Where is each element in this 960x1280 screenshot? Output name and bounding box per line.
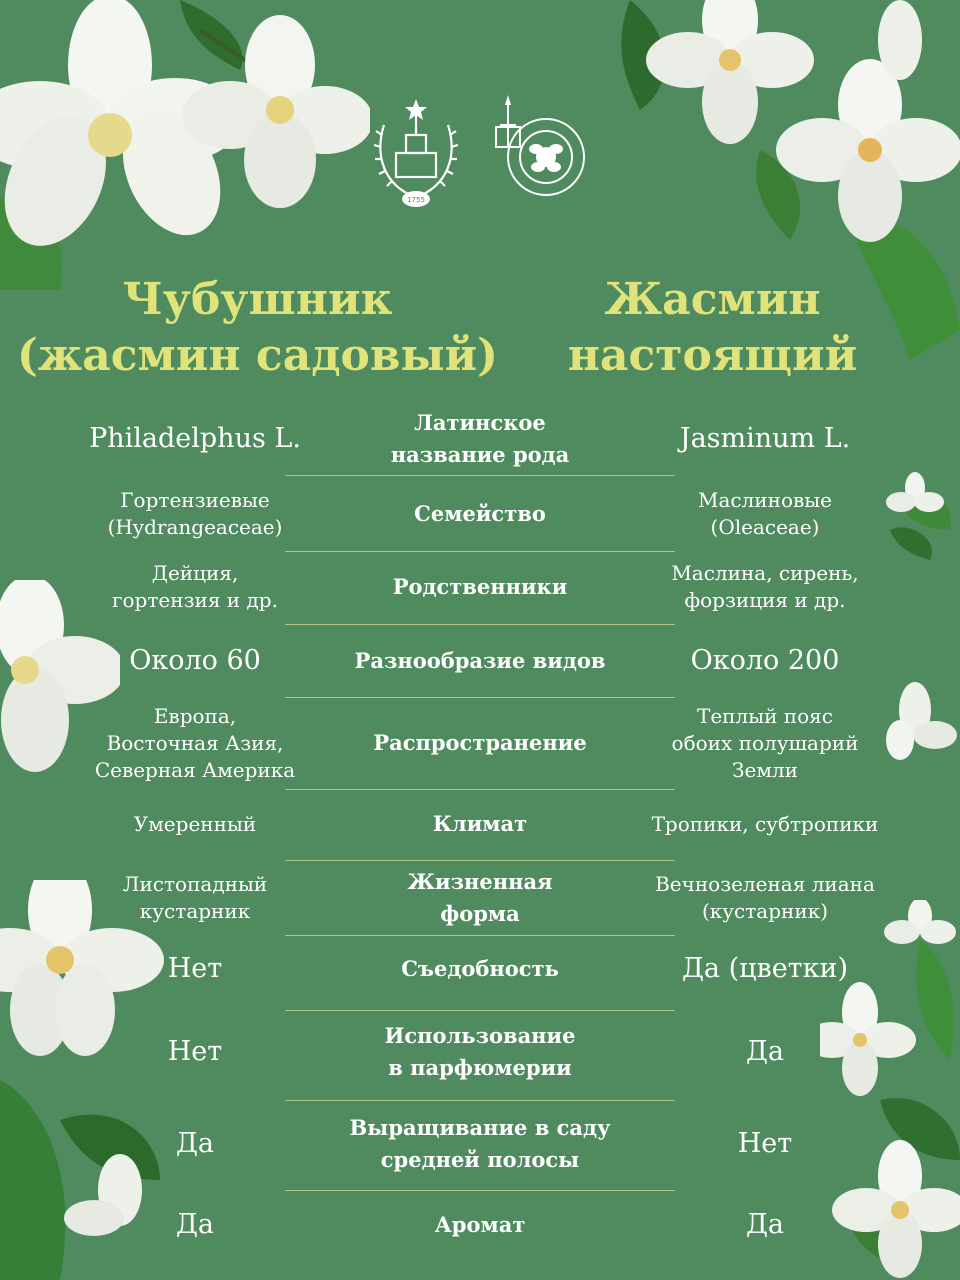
row-label: Съедобность <box>401 956 559 981</box>
label-line: средней полосы <box>380 1147 580 1172</box>
label-line: Выращивание в саду <box>349 1115 611 1140</box>
left-value: Нет <box>167 1036 223 1067</box>
left-value <box>112 560 278 614</box>
msu-emblem <box>370 95 462 215</box>
right-value: Да <box>745 1036 785 1067</box>
row-label: Распространение <box>373 730 587 755</box>
value-line: Дейция, <box>151 561 239 585</box>
row-label: Родственники <box>392 574 568 599</box>
value-line: (кустарник) <box>701 899 828 923</box>
right-value: Нет <box>737 1128 793 1159</box>
label-line: Латинское <box>414 410 546 435</box>
value-line: Земли <box>732 757 798 782</box>
right-value <box>655 871 875 925</box>
row-divider <box>285 860 675 861</box>
row-latin-name <box>0 404 960 474</box>
row-growing <box>0 1102 960 1186</box>
left-value <box>108 487 283 541</box>
right-value: Около 200 <box>690 645 840 676</box>
row-label <box>391 407 570 471</box>
value-line: Северная Америка <box>94 757 296 782</box>
row-label: Климат <box>432 811 528 836</box>
left-value: Да <box>175 1209 215 1240</box>
row-label: Разнообразие видов <box>354 648 606 673</box>
label-line: Использование <box>384 1023 576 1048</box>
row-divider <box>285 1010 675 1011</box>
value-line: Вечнозеленая лиана <box>655 872 875 896</box>
right-value: Jasminum L. <box>679 423 851 454</box>
title-left-line2: (жасмин садовый) <box>16 330 499 381</box>
label-line: название рода <box>390 442 570 467</box>
row-aroma <box>0 1192 960 1258</box>
row-label: Семейство <box>414 501 546 526</box>
right-value <box>698 487 832 541</box>
value-line: форзиция и др. <box>684 588 846 612</box>
row-life-form <box>0 862 960 934</box>
label-line: в парфюмерии <box>388 1055 572 1080</box>
row-climate <box>0 790 960 858</box>
left-value: Умеренный <box>133 811 257 836</box>
row-edibility <box>0 936 960 1002</box>
value-line: Гортензиевые <box>120 488 270 512</box>
row-divider <box>285 1100 675 1101</box>
value-line: кустарник <box>139 899 251 923</box>
row-perfumery <box>0 1012 960 1092</box>
row-species-diversity <box>0 626 960 696</box>
row-family <box>0 478 960 550</box>
right-value <box>671 560 858 614</box>
right-value: Да (цветки) <box>681 953 849 984</box>
flower-decoration-top-left <box>0 0 370 300</box>
left-value <box>95 703 295 784</box>
row-divider <box>285 624 675 625</box>
right-value: Тропики, субтропики <box>651 811 879 836</box>
botanical-garden-logo <box>488 95 590 215</box>
value-line: Теплый пояс <box>696 703 833 728</box>
right-value: Да <box>745 1209 785 1240</box>
label-line: Жизненная <box>407 869 553 894</box>
row-label <box>350 1112 611 1176</box>
title-right-line1: Жасмин <box>604 274 821 325</box>
left-value: Нет <box>167 953 223 984</box>
value-line: обоих полушарий <box>671 730 859 755</box>
title-left-line1: Чубушник <box>122 274 393 325</box>
row-label: Аромат <box>434 1212 526 1237</box>
value-line: Восточная Азия, <box>106 730 284 755</box>
value-line: (Oleaceae) <box>710 515 820 539</box>
value-line: (Hydrangeaceae) <box>107 515 283 539</box>
row-label <box>407 866 552 930</box>
row-divider <box>285 475 675 476</box>
value-line: Листопадный <box>122 872 268 896</box>
left-value: Philadelphus L. <box>89 423 301 454</box>
left-value <box>123 871 267 925</box>
row-divider <box>285 1190 675 1191</box>
value-line: гортензия и др. <box>112 588 278 612</box>
row-relatives <box>0 552 960 622</box>
row-distribution <box>0 698 960 788</box>
title-jasminum <box>540 272 885 384</box>
row-label <box>385 1020 576 1084</box>
msu-year: 1755 <box>407 196 425 204</box>
value-line: Маслиновые <box>697 488 833 512</box>
title-right-line2: настоящий <box>567 330 858 381</box>
value-line: Европа, <box>153 703 237 728</box>
left-value: Да <box>175 1128 215 1159</box>
left-value: Около 60 <box>129 645 261 676</box>
right-value <box>672 703 859 784</box>
title-philadelphus <box>0 272 515 384</box>
value-line: Маслина, сирень, <box>671 561 859 585</box>
label-line: форма <box>440 901 520 926</box>
